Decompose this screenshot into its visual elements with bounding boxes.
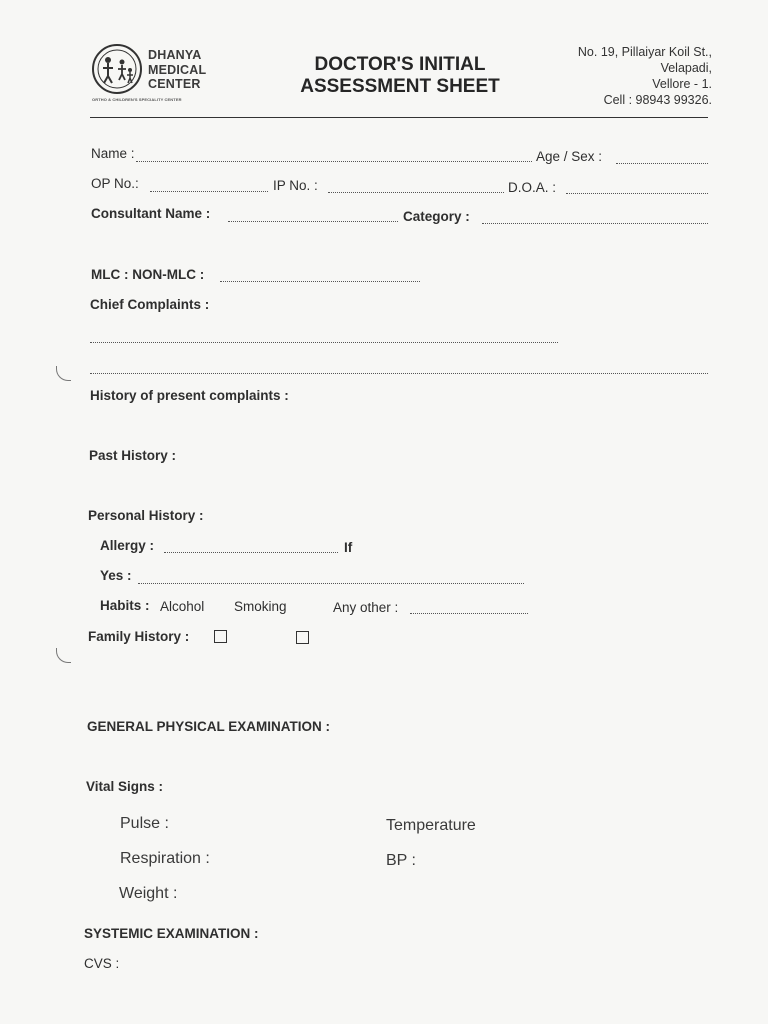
alcohol-label: Alcohol bbox=[160, 599, 205, 614]
chief-complaints-label: Chief Complaints : bbox=[90, 297, 210, 312]
op-no-label: OP No.: bbox=[91, 176, 139, 191]
vital-signs-label: Vital Signs : bbox=[86, 779, 164, 794]
if-label: If bbox=[344, 540, 353, 555]
weight-label: Weight : bbox=[119, 885, 178, 902]
any-other-field[interactable] bbox=[410, 613, 528, 614]
address-line1: No. 19, Pillaiyar Koil St., bbox=[577, 45, 712, 59]
chief-complaints-line2[interactable] bbox=[90, 373, 708, 374]
clinic-logo bbox=[90, 42, 210, 104]
ip-no-label: IP No. : bbox=[273, 178, 318, 193]
clinic-name bbox=[148, 48, 206, 92]
smoking-label: Smoking bbox=[234, 599, 287, 614]
address-line3: Vellore - 1. bbox=[652, 77, 712, 91]
doa-field[interactable] bbox=[566, 193, 708, 194]
clinic-name-line2: MEDICAL bbox=[148, 62, 207, 77]
past-history-label: Past History : bbox=[89, 448, 177, 463]
family-history-label: Family History : bbox=[88, 629, 190, 644]
any-other-label: Any other : bbox=[333, 600, 399, 615]
clinic-emblem-icon bbox=[90, 42, 144, 96]
temperature-label: Temperature bbox=[386, 817, 476, 834]
allergy-label: Allergy : bbox=[100, 538, 155, 553]
yes-field[interactable] bbox=[138, 583, 524, 584]
address-line4: Cell : 98943 99326. bbox=[603, 93, 712, 107]
mlc-label: MLC : NON-MLC : bbox=[91, 267, 205, 282]
binder-hole-mark bbox=[56, 366, 71, 381]
respiration-label: Respiration : bbox=[120, 850, 210, 867]
allergy-field[interactable] bbox=[164, 552, 338, 553]
systemic-exam-heading: SYSTEMIC EXAMINATION : bbox=[84, 926, 259, 941]
header-divider bbox=[90, 117, 708, 118]
bp-label: BP : bbox=[386, 852, 416, 869]
title-line1: DOCTOR'S INITIAL bbox=[314, 54, 486, 75]
title-line2: ASSESSMENT SHEET bbox=[300, 76, 500, 97]
name-label: Name : bbox=[91, 146, 135, 161]
category-field[interactable] bbox=[482, 223, 708, 224]
cvs-label: CVS : bbox=[84, 956, 120, 971]
habits-label: Habits : bbox=[100, 598, 150, 613]
doa-label: D.O.A. : bbox=[508, 180, 557, 195]
address-line2: Velapadi, bbox=[660, 61, 712, 75]
name-field[interactable] bbox=[136, 161, 532, 162]
general-exam-heading: GENERAL PHYSICAL EXAMINATION : bbox=[87, 719, 331, 734]
age-sex-field[interactable] bbox=[616, 163, 708, 164]
personal-history-label: Personal History : bbox=[88, 508, 204, 523]
family-history-checkbox-2[interactable] bbox=[296, 631, 309, 644]
clinic-name-line3: CENTER bbox=[148, 77, 201, 91]
clinic-name-line1: DHANYA bbox=[148, 48, 202, 62]
op-no-field[interactable] bbox=[150, 191, 268, 192]
clinic-address bbox=[578, 44, 712, 108]
consultant-name-field[interactable] bbox=[228, 221, 398, 222]
pulse-label: Pulse : bbox=[120, 815, 169, 832]
category-label: Category : bbox=[403, 209, 470, 224]
family-history-checkbox-1[interactable] bbox=[214, 630, 227, 643]
document-title bbox=[280, 54, 520, 98]
ip-no-field[interactable] bbox=[328, 192, 504, 193]
clinic-tagline: ORTHO & CHILDREN'S SPECIALITY CENTER bbox=[92, 97, 182, 102]
history-present-label: History of present complaints : bbox=[90, 388, 289, 403]
mlc-field[interactable] bbox=[220, 281, 420, 282]
consultant-name-label: Consultant Name : bbox=[91, 206, 211, 221]
yes-label: Yes : bbox=[100, 568, 132, 583]
binder-hole-mark bbox=[56, 648, 71, 663]
age-sex-label: Age / Sex : bbox=[536, 149, 603, 164]
chief-complaints-line1[interactable] bbox=[90, 342, 558, 343]
